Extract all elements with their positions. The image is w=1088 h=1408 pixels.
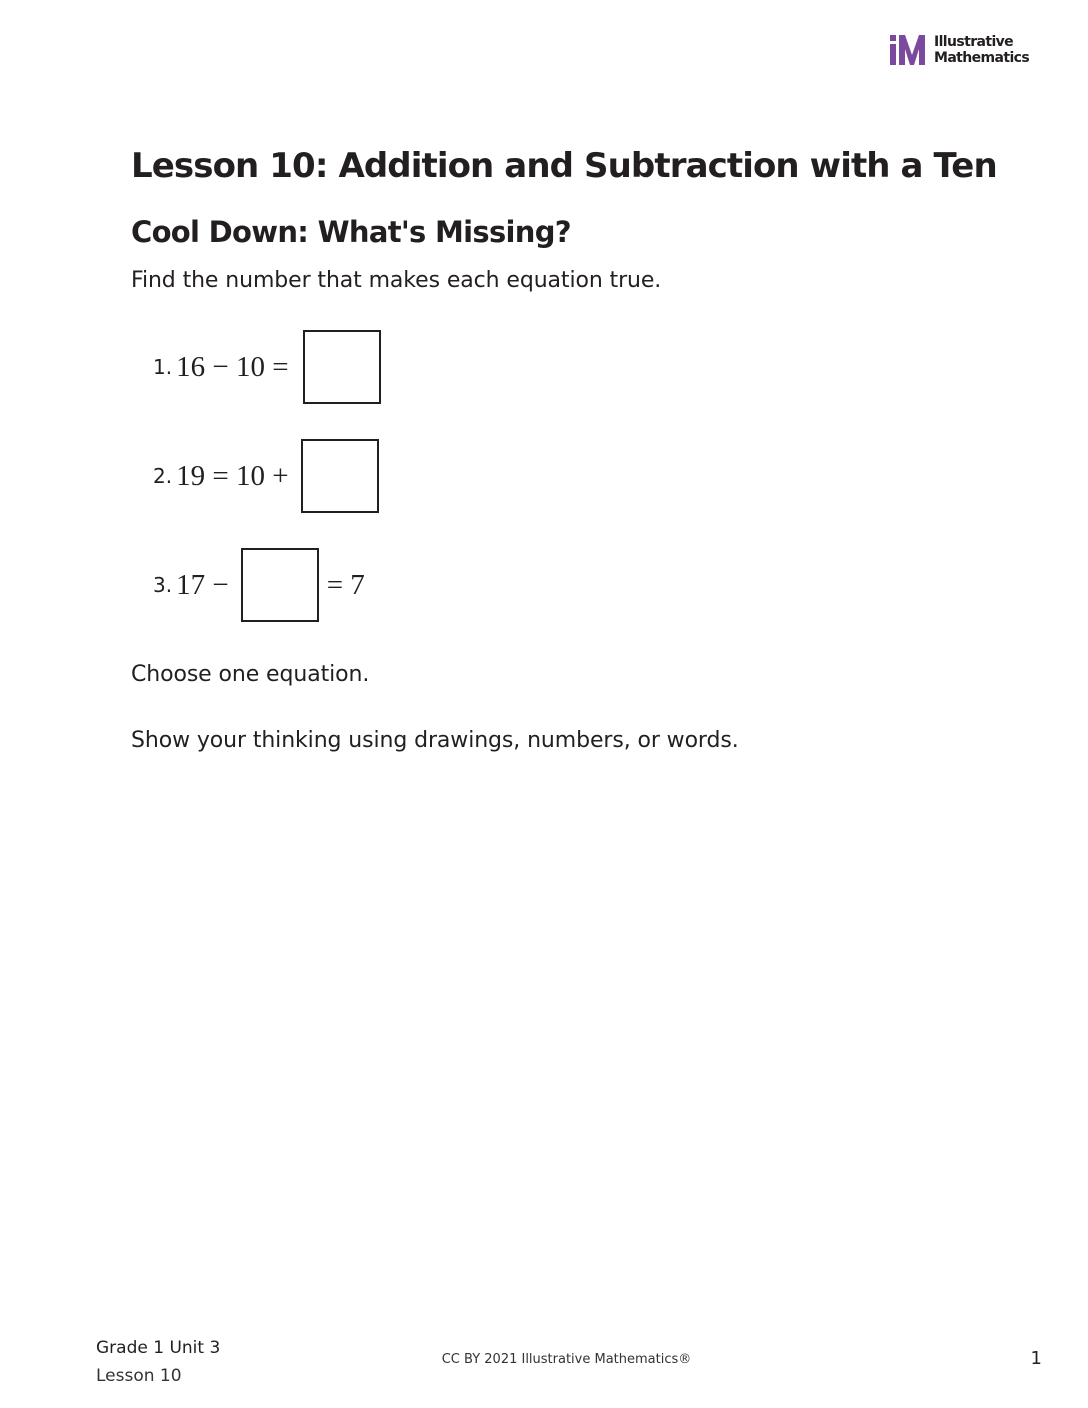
- logo-wordmark: [934, 34, 1029, 66]
- footer-copyright: CC BY 2021 Illustrative Mathematics®: [441, 1352, 692, 1367]
- answer-box[interactable]: [301, 439, 379, 513]
- page-number: 1: [1030, 1348, 1042, 1369]
- footer-lesson: Lesson 10: [96, 1366, 182, 1386]
- cooldown-title: Cool Down: What's Missing?: [131, 215, 571, 249]
- equation-number: 2.: [153, 464, 173, 488]
- equation-expression: 17 −: [176, 568, 229, 601]
- answer-box[interactable]: [303, 330, 381, 404]
- im-logo-icon: [888, 33, 928, 67]
- equation-number: 1.: [153, 355, 173, 379]
- equation-expression: 19 = 10 +: [176, 459, 289, 492]
- equation-expression: 16 − 10 =: [176, 350, 289, 383]
- illustrative-mathematics-logo: [888, 32, 1029, 68]
- lesson-title: Lesson 10: Addition and Subtraction with a Ten: [131, 146, 997, 186]
- equation-number: 3.: [153, 573, 173, 597]
- logo-line-2: Mathematics: [934, 50, 1030, 66]
- show-thinking-prompt: Show your thinking using drawings, numbers, or words.: [131, 728, 739, 753]
- equation-2: [153, 439, 379, 513]
- footer-grade-unit: Grade 1 Unit 3: [96, 1338, 221, 1358]
- logo-line-1: Illustrative: [934, 34, 1014, 50]
- equation-3: [153, 548, 365, 622]
- answer-box[interactable]: [241, 548, 319, 622]
- equation-1: [153, 330, 381, 404]
- instruction-text: Find the number that makes each equation true.: [131, 268, 662, 293]
- equation-result: = 7: [326, 568, 365, 601]
- choose-prompt: Choose one equation.: [131, 662, 370, 687]
